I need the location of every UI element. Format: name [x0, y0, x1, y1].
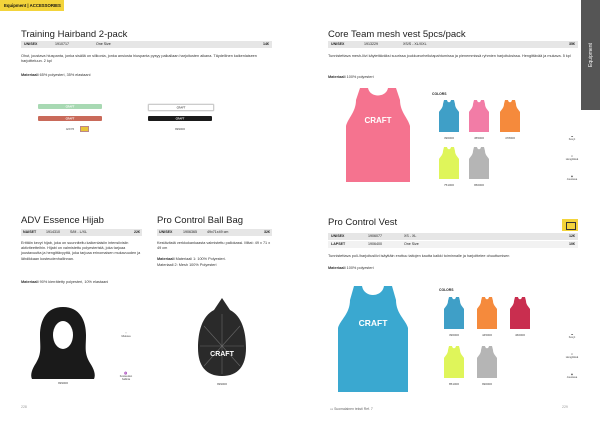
- stretch-icon-2: ◉ Joustava: [566, 373, 578, 379]
- corevest-colors-label: COLORS: [432, 92, 447, 96]
- corevest-spec-bar: UNISEX 1913229 XS/S - XL/XXL 35€: [328, 41, 578, 48]
- hijab-title: ADV Essence Hijab: [21, 215, 104, 226]
- svg-text:CRAFT: CRAFT: [364, 116, 392, 125]
- page-number-right: 229: [562, 405, 568, 409]
- side-tab[interactable]: [581, 0, 600, 110]
- hairband-title: Training Hairband 2-pack: [21, 29, 128, 40]
- ballbag-logo: CRAFT: [210, 351, 234, 358]
- lightweight-icon-2: ☁ Kevyt: [568, 333, 576, 339]
- ballbag-caption: 999000: [216, 382, 227, 386]
- provest-main-image: [330, 284, 416, 394]
- provest-colors-label: COLORS: [439, 288, 454, 292]
- hairband-mint: CRAFT: [38, 104, 102, 109]
- provest-title: Pro Control Vest: [328, 217, 398, 228]
- hairband-description: Ohut, joustava hiuspanta, jonka sisällä on silikonia, jonka ansiosta hiuspanta pysyy paikallaan harjoitusten aikana. Täydellinen kaikenlaiseen harjoitteluun. 2 kpl: [21, 54, 257, 64]
- section-header: Equipment | ACCESSORIES: [0, 0, 64, 11]
- note-icon: [562, 219, 578, 231]
- hijab-caption: 999000: [57, 381, 68, 385]
- hairband-caption-1: 4/2/76: [65, 127, 75, 131]
- hairband-caption-2: 999000: [174, 127, 185, 131]
- hijab-description: Erittäin kevyt hijab, joka on suunniteltu kaikenlaisiin intensiivisiin aktiviteetteihin. Hijabi on valmistettu polyesteristä, joka tarjoaa joustavuutta ja hengittävyyttä, joka tarjoaa erinomaisen mukavuuden ja lähdikkaan kosteudenhallinnan.: [21, 241, 141, 261]
- hijab-material: Materiaali 90% kierrätetty polyesteri, 10% elastaani: [21, 280, 109, 284]
- hairband-size: One Size: [96, 42, 111, 46]
- ballbag-title: Pro Control Ball Bag: [157, 215, 244, 226]
- color-chip-icon: [80, 126, 89, 132]
- hairband-red: CRAFT: [38, 116, 102, 121]
- breathable-icon: ✕ Hengittävä: [565, 155, 579, 161]
- corevest-description: Tunnistettava mesh-liivi käytettäväksi suurissa joukkueurheilutapahtumissa ja pienemmissä ryhmien harjoituksissa. Hengittävää ja mukava. 5 kpl: [328, 54, 571, 58]
- hijab-image: [28, 305, 98, 380]
- corevest-main-image: [338, 86, 418, 184]
- ballbag-description: Kestävästä verkkokankaasta valmistettu pallokassi. Mitat: 49 x 71 x 49 cm: [157, 241, 271, 251]
- provest-spec-row-2: LAPSET 1906400 One Size 10€: [328, 241, 578, 248]
- corevest-material: Materiaali 100% polyesteri: [328, 75, 374, 79]
- footer-note: ▭ Suomalainen teksti Ref. 7: [330, 407, 373, 411]
- lightweight-icon: ☁ Kevyt: [568, 135, 576, 141]
- breathable-icon-2: ✕ Hengittävä: [565, 353, 579, 359]
- provest-spec-row-1: UNISEX 1906077 XS - XL 12€: [328, 233, 578, 240]
- svg-text:CRAFT: CRAFT: [358, 318, 388, 328]
- ballbag-spec-bar: UNISEX 1906365 49x71x49 cm 32€: [159, 230, 270, 234]
- hairband-black: CRAFT: [148, 116, 212, 121]
- stretch-icon: ◉ Joustava: [566, 175, 578, 181]
- comfort-icon: ◠ Mukava: [121, 332, 131, 338]
- corevest-title: Core Team mesh vest 5pcs/pack: [328, 29, 466, 40]
- ballbag-material-1: Materiaali Materiaali 1: 100% Polyesteri.: [157, 257, 226, 261]
- hairband-spec-bar: [21, 41, 272, 48]
- hairband-code: 1910717: [55, 42, 69, 46]
- provest-material: Materiaali 100% polyesteri: [328, 266, 374, 270]
- hairband-material: Materiaali 65% polyesteri, 35% elastaani: [21, 73, 91, 77]
- moisture-icon: ♒ Kosteuden hallinta: [119, 372, 133, 381]
- provest-description: Tunnistettava poli-/harjoitusliivi isäyttäin erottuu taitojen kautta kaikki toiminnalle ja harjoittelee ohuuttumisen: [328, 254, 510, 258]
- hairband-price: 14€: [263, 42, 269, 46]
- hairband-white: CRAFT: [148, 104, 214, 111]
- ballbag-material-2: Materiaali 2: Mesh 100% Polyesteri: [157, 263, 217, 267]
- side-tab-label: Equipment: [587, 43, 594, 67]
- ballbag-image: [192, 296, 252, 378]
- hairband-gender: UNISEX: [24, 42, 38, 46]
- page-number-left: 228: [21, 405, 27, 409]
- hijab-spec-bar: NAISET 1914310 S/M - L/XL 22€: [23, 230, 140, 234]
